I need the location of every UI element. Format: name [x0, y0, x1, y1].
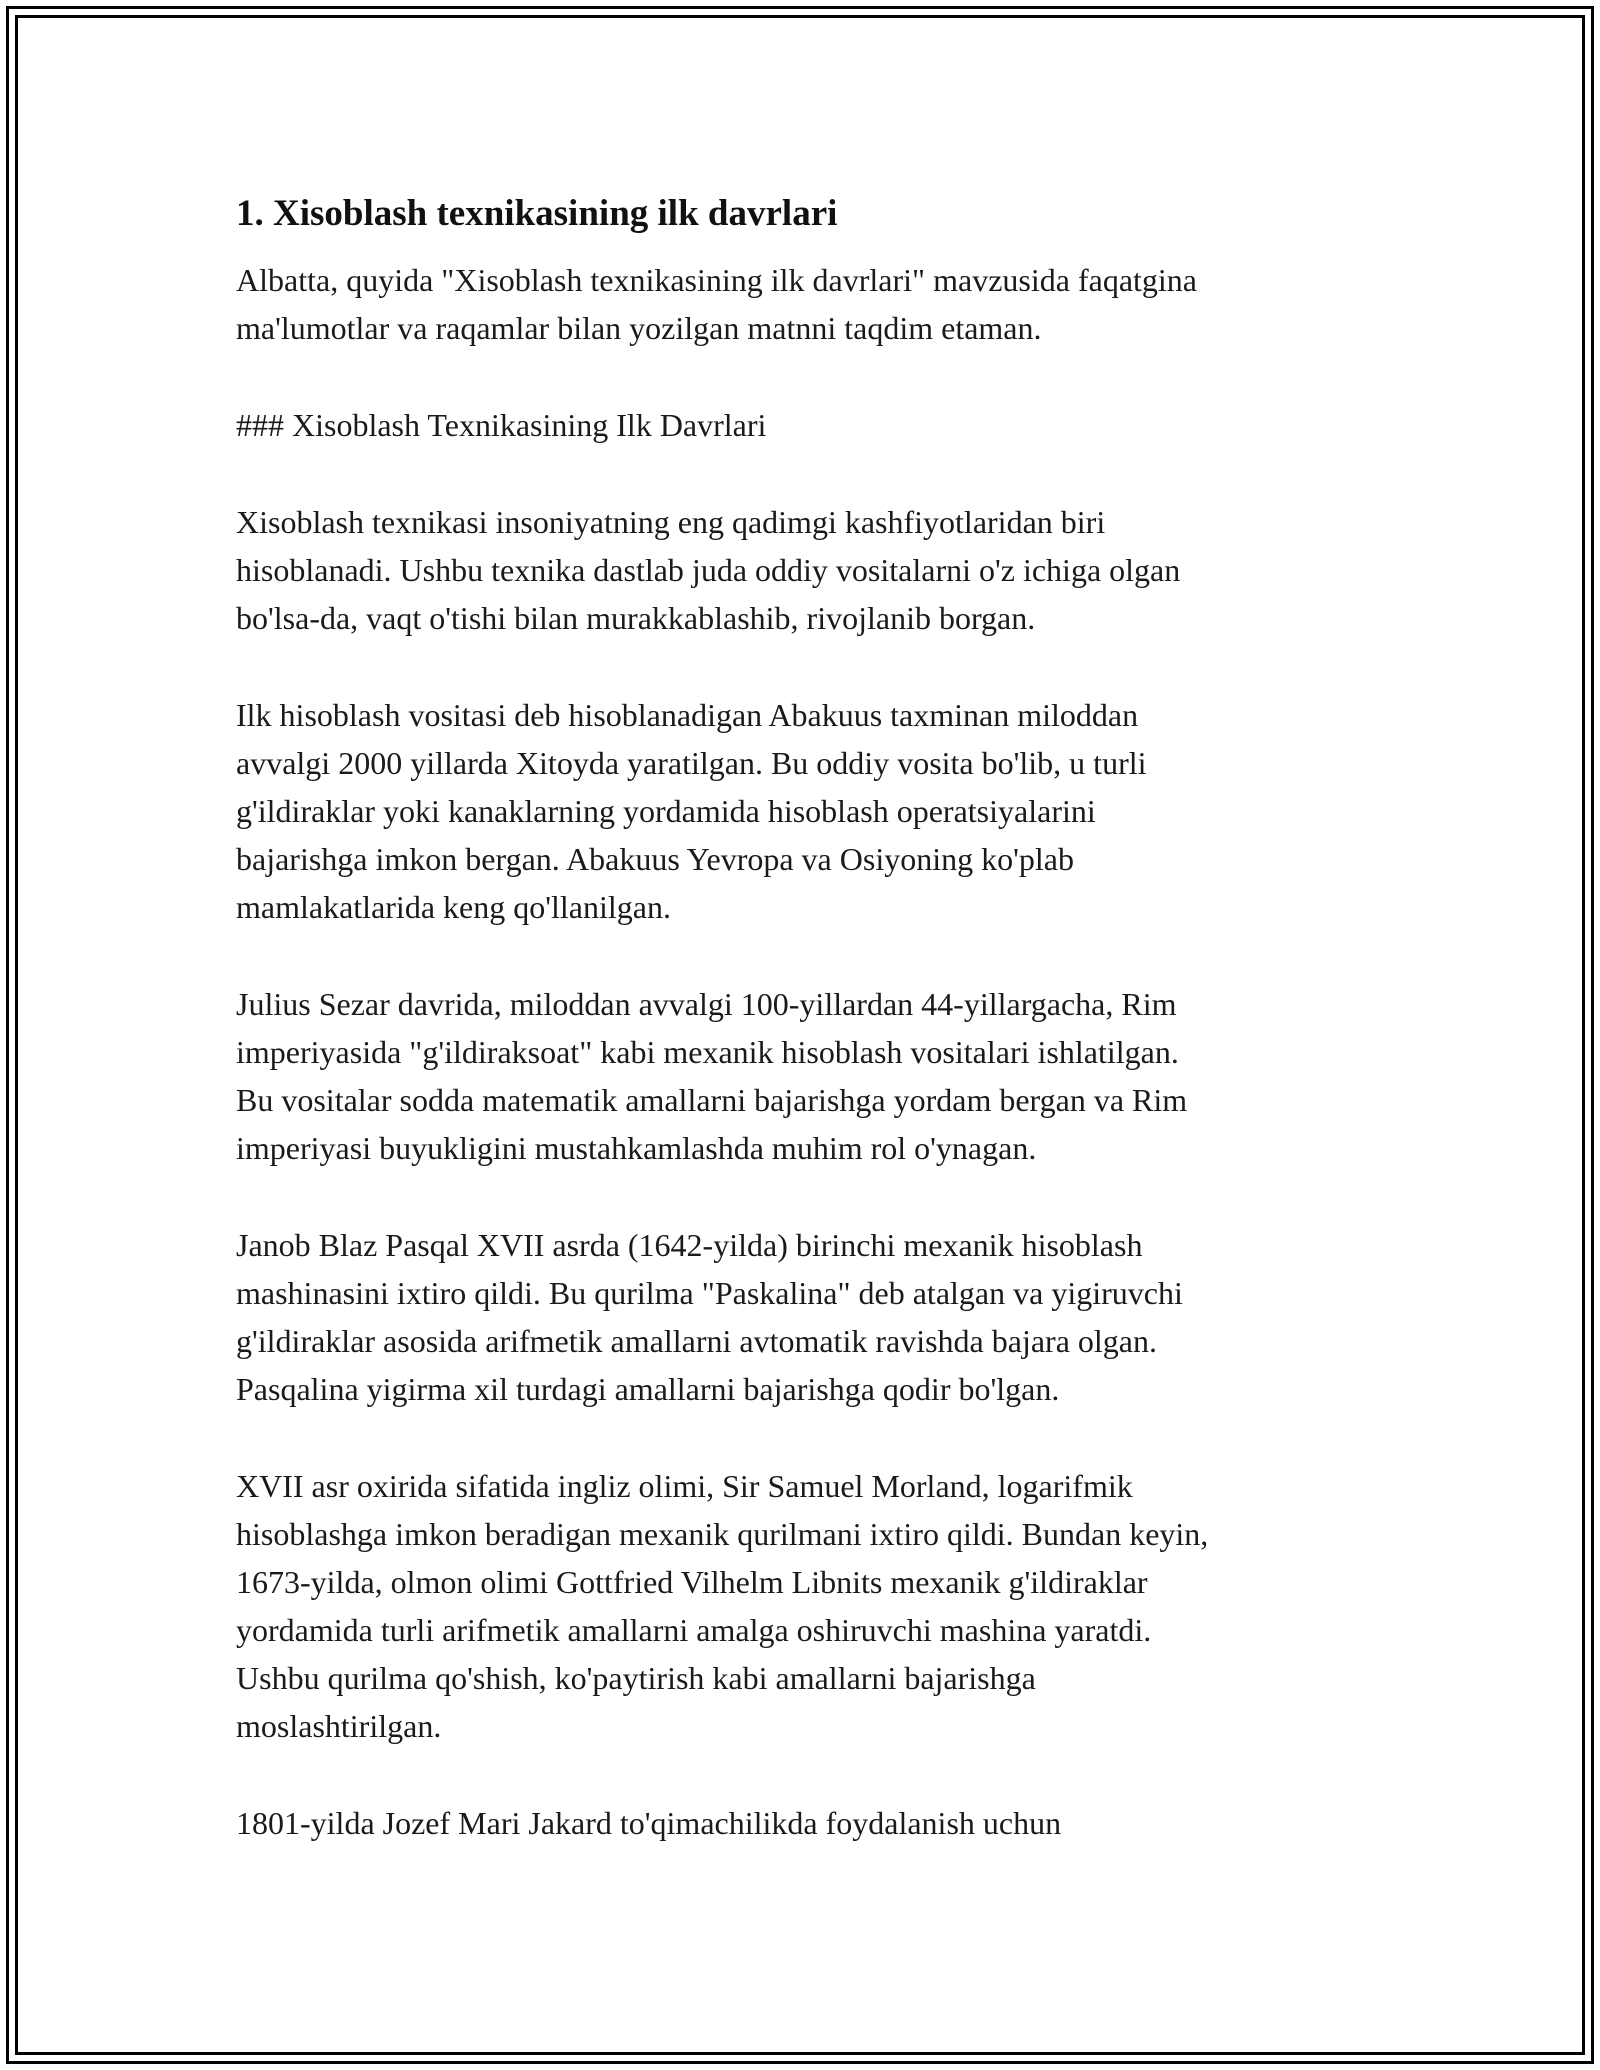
paragraph-subheading	[236, 401, 1366, 449]
text-line: Pasqalina yigirma xil turdagi amallarni bajarishga qodir bo'lgan.	[236, 1371, 1060, 1407]
paragraph-abacus	[236, 691, 1366, 931]
text-line: yordamida turli arifmetik amallarni amalga oshiruvchi mashina yaratdi.	[236, 1612, 1152, 1648]
text-line: Ushbu qurilma qo'shish, ko'paytirish kabi amallarni bajarishga	[236, 1660, 1036, 1696]
document-title: 1. Xisoblash texnikasining ilk davrlari	[236, 193, 838, 234]
document-body	[236, 186, 1366, 1896]
text-line: bajarishga imkon bergan. Abakuus Yevropa va Osiyoning ko'plab	[236, 841, 1074, 877]
paragraph-overview	[236, 498, 1366, 642]
text-line: hisoblanadi. Ushbu texnika dastlab juda oddiy vositalarni o'z ichiga olgan	[236, 552, 1181, 588]
text-line: Janob Blaz Pasqal XVII asrda (1642-yilda) birinchi mexanik hisoblash	[236, 1227, 1143, 1263]
text-line: mashinasini ixtiro qildi. Bu qurilma "Paskalina" deb atalgan va yigiruvchi	[236, 1275, 1183, 1311]
text-line: Bu vositalar sodda matematik amallarni bajarishga yordam bergan va Rim	[236, 1082, 1188, 1118]
text-line: g'ildiraklar asosida arifmetik amallarni avtomatik ravishda bajara olgan.	[236, 1323, 1157, 1359]
text-line: XVII asr oxirida sifatida ingliz olimi, Sir Samuel Morland, logarifmik	[236, 1468, 1133, 1504]
text-line: 1801-yilda Jozef Mari Jakard to'qimachilikda foydalanish uchun	[236, 1805, 1062, 1841]
paragraph-morland-leibniz	[236, 1462, 1366, 1750]
text-line: Xisoblash texnikasi insoniyatning eng qadimgi kashfiyotlaridan biri	[236, 504, 1106, 540]
paragraph-pascal	[236, 1221, 1366, 1413]
paragraph-intro	[236, 256, 1366, 352]
text-line: Albatta, quyida "Xisoblash texnikasining ilk davrlari" mavzusida faqatgina	[236, 262, 1197, 298]
paragraph-jacquard	[236, 1799, 1366, 1847]
text-line: Julius Sezar davrida, miloddan avvalgi 100-yillardan 44-yillargacha, Rim	[236, 986, 1177, 1022]
text-line: avvalgi 2000 yillarda Xitoyda yaratilgan. Bu oddiy vosita bo'lib, u turli	[236, 745, 1147, 781]
text-line: ma'lumotlar va raqamlar bilan yozilgan matnni taqdim etaman.	[236, 310, 1042, 346]
text-line: mamlakatlarida keng qo'llanilgan.	[236, 889, 671, 925]
text-line: 1673-yilda, olmon olimi Gottfried Vilhelm Libnits mexanik g'ildiraklar	[236, 1564, 1148, 1600]
text-line: g'ildiraklar yoki kanaklarning yordamida hisoblash operatsiyalarini	[236, 793, 1096, 829]
text-line: hisoblashga imkon beradigan mexanik qurilmani ixtiro qildi. Bundan keyin,	[236, 1516, 1209, 1552]
paragraph-rome	[236, 980, 1366, 1172]
text-line: imperiyasida "g'ildiraksoat" kabi mexanik hisoblash vositalari ishlatilgan.	[236, 1034, 1179, 1070]
text-line: ### Xisoblash Texnikasining Ilk Davrlari	[236, 407, 767, 443]
text-line: imperiyasi buyukligini mustahkamlashda muhim rol o'ynagan.	[236, 1130, 1037, 1166]
text-line: Ilk hisoblash vositasi deb hisoblanadigan Abakuus taxminan miloddan	[236, 697, 1139, 733]
text-line: moslashtirilgan.	[236, 1708, 442, 1744]
text-line: bo'lsa-da, vaqt o'tishi bilan murakkablashib, rivojlanib borgan.	[236, 600, 1036, 636]
